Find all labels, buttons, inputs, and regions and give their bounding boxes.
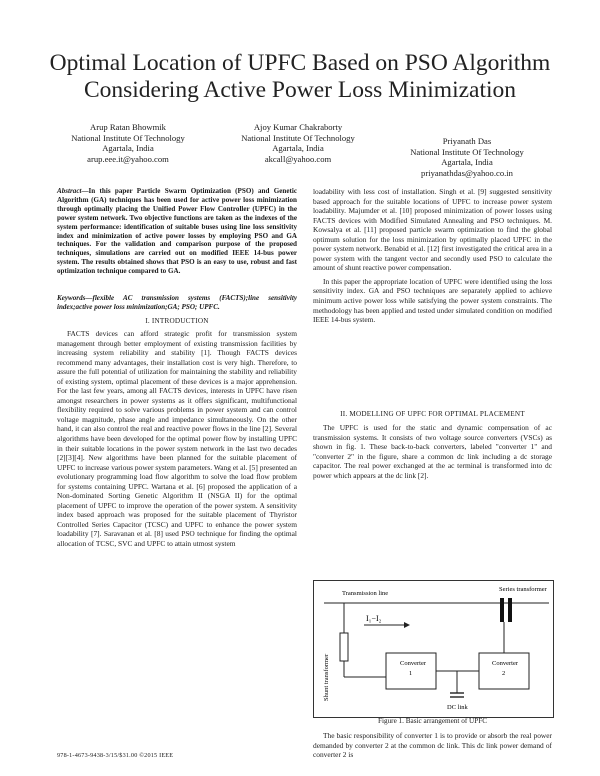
paper-title: Optimal Location of UPFC Based on PSO Algorithm Considering Active Power Loss Minimization: [49, 50, 551, 103]
author-3: [377, 136, 557, 178]
model-heading: II. MODELLING OF UPFC FOR OPTIMAL PLACEMENT: [340, 410, 525, 418]
abstract: Abstract—In this paper Particle Swarm Optimization (PSO) and Genetic Algorithm (GA) techniques has been used for active power loss minimization through optimally placing the Unified Power Flow Controller (UPFC) in the power system network. Two objective functions are taken as the indexes of the system performance: identification of suitable buses using line loss sensitivity index and minimization of active power losses by employing PSO and GA techniques. For the validation and comparison purpose of the proposed techniques, simulations are carried out on modified IEEE 14-bus power system. The results obtained shows that PSO is an easy to use, robust and fast optimization technique compared to GA.: [57, 187, 297, 276]
upfc-figure: [313, 580, 554, 718]
series-transformer-label: Series transformer: [499, 586, 547, 593]
author-1: [38, 122, 218, 164]
author-affiliation: National Institute Of Technology: [241, 132, 355, 143]
intro-text-column: [57, 329, 297, 549]
author-name: Priyanath Das: [442, 136, 492, 146]
converter-1-label: Converter: [400, 660, 426, 667]
converter-2-number: 2: [502, 670, 506, 677]
author-email: akcall@yahoo.com: [264, 153, 332, 164]
upfc-diagram: [314, 581, 553, 717]
series-transformer-winding-2: [508, 598, 512, 622]
shunt-transformer: [340, 633, 348, 661]
author-email: priyanathdas@yahoo.co.in: [421, 167, 513, 178]
arrowhead-icon: [404, 622, 410, 628]
keywords: Keywords—flexible AC transmission systems (FACTS);line sensitivity index;active power loss minimization;GA; PSO; UPFC.: [57, 294, 297, 311]
shunt-transformer-label: Shunt transformer: [323, 653, 330, 701]
right-paragraph-1: loadability with less cost of installation. Singh et al. [9] suggested sensitivity based approach for the suitable locations of UPFC to increase power system loadability. Majumder et al. [10] proposed minimization of power losses using FACTS devices with Modified Simulated Annealing and PSO techniques. M. Kowsalya et al. [11] proposed particle swarm optimization to find the global optimum solution for the loss minimization by optimally placed UPFC in the power system network. Benabid et al. [12] first investigated the critical area in a power system with the tangent vector and secondly used PSO to calculate the amount of shunt reactive power compensation.: [313, 187, 552, 273]
author-location: Agartala, India: [102, 143, 154, 153]
author-location: Agartala, India: [272, 143, 324, 153]
abstract-label: Abstract: [57, 187, 82, 195]
model-paragraph: The UPFC is used for the static and dynamic compensation of ac transmission systems. It consists of two voltage source converters (VSCs) as shown in fig. 1. These back-to-back converters, labeled "converter 1" and "converter 2" in the figure, share a common dc link including a dc storage capacitor. The real power exchanged at the ac terminal is transformed into dc power which appears at the dc link [2].: [313, 423, 552, 480]
right-paragraph-2: In this paper the appropriate location of UPFC were identified using the loss sensitivity index. GA and PSO techniques are separately applied to achieve minimum active power loss while satisfying the power system constraints. The methodology has been applied and tested under simulated condition on modified IEEE 14-bus system.: [313, 276, 552, 325]
dc-link-label: DC link: [447, 704, 468, 711]
after-figure-paragraph: The basic responsibility of converter 1 is to provide or absorb the real power demanded by converter 2 at the common dc link. This dc link power demand of converter 2 is: [313, 731, 552, 760]
series-transformer-winding-1: [500, 598, 504, 622]
author-location: Agartala, India: [441, 157, 493, 167]
abstract-text: In this paper Particle Swarm Optimization (PSO) and Genetic Algorithm (GA) techniques has been used for active power loss minimization through optimally placing the Unified Power Flow Controller (UPFC) in the power system network. Two objective functions are taken as the indexes of the system performance: identification of suitable buses using line loss sensitivity index and minimization of active power losses by employing PSO and GA techniques. For the validation and comparison purpose of the proposed techniques, simulations are carried out on modified IEEE 14-bus power system. The results obtained shows that PSO is an easy to use, robust and fast optimization technique compared to GA.: [57, 187, 297, 276]
keywords-label: Keywords: [57, 294, 86, 302]
right-column-top: [313, 187, 552, 325]
author-name: Arup Ratan Bhowmik: [90, 122, 166, 132]
current-label: I₁−I₂: [366, 614, 382, 623]
converter-2-label: Converter: [492, 660, 518, 667]
author-email: arup.eee.it@yahoo.com: [87, 153, 169, 164]
author-name: Ajoy Kumar Chakraborty: [253, 122, 343, 132]
after-figure-column: [313, 731, 552, 760]
transmission-line-label: Transmission line: [342, 590, 389, 597]
intro-paragraph: FACTS devices can afford strategic profit for transmission system management through better employment of existing transmission facilities by increasing system reliability and stability [1]. Though FACTS devices recommend many advantages, their installation cost is very high. Therefore, to assure the full potential of utilization for maintaining the stability and reliability of existing system, optimal placement of these devices is a major apprehension. For the last few years, among all FACTS devices, interests in UPFC have risen amongst researchers in power systems as it offers significant, multifunctional flexibility required to solve various problems in power system and can control voltage magnitude, phase angle and impedance simultaneously. On the other hand, it can also control the real and reactive power flows in the line [2]. Several algorithms have been developed for the optimal power flow by installing UPFC in their suitable locations in the power system network in the last two decades [2][3][4]. New algorithms have been planned for the suitable placement of UPFC to increase various power system parameters. Wang et al. [5] presented an evolutionary programming load flow algorithm to solve the load flow problem for systems containing UPFC. Wartana et al. [6] proposed the application of a Non-dominated Sorting Genetic Algorithm II (NSGA II) for the optimal placement of UPFC to improve the operation of the power system. A sensitivity index based approach was proposed for the suitable placement of Thyristor Controlled Series Capacitor (TCSC) and UPFC to enhance the power system loadability [7]. Saravanan et al. [8] used PSO technique for finding the optimal allocation of TCSC, SVC and UPFC to attain utmost system: [57, 329, 297, 549]
figure-caption: Figure 1. Basic arrangement of UPFC: [378, 717, 487, 725]
author-affiliation: National Institute Of Technology: [410, 146, 524, 157]
author-2: [208, 122, 388, 164]
intro-heading: I. INTRODUCTION: [145, 317, 209, 325]
converter-1-number: 1: [409, 670, 413, 677]
keywords-text: flexible AC transmission systems (FACTS);line sensitivity index;active power loss minimization;GA; PSO; UPFC.: [57, 294, 297, 311]
author-block: [40, 122, 560, 182]
page-footer: 978-1-4673-9438-3/15/$31.00 ©2015 IEEE: [57, 752, 174, 759]
author-affiliation: National Institute Of Technology: [71, 132, 185, 143]
model-text-column: [313, 423, 552, 480]
